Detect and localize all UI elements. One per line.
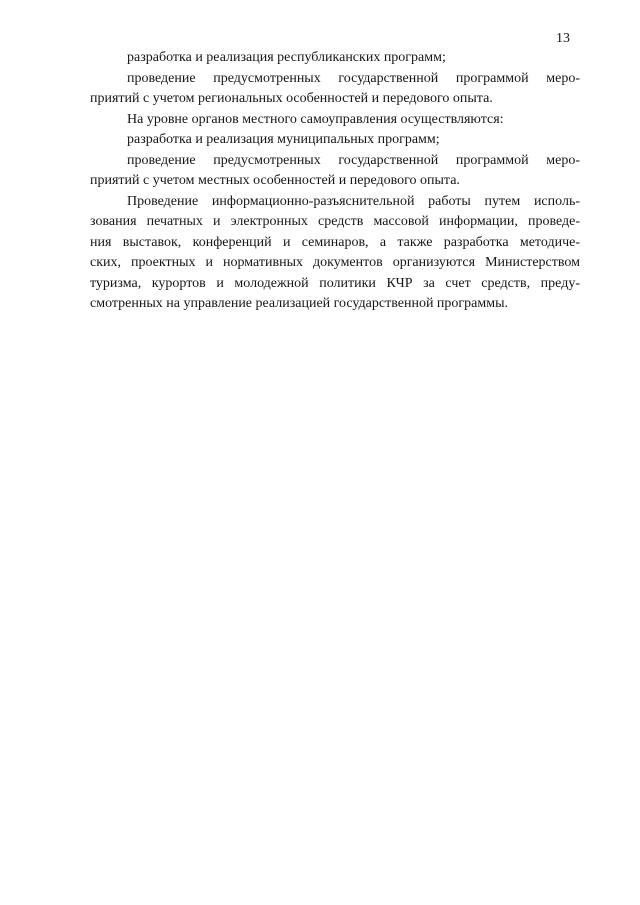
paragraph: [90, 48, 580, 69]
paragraph: [90, 69, 580, 110]
paragraph: [90, 151, 580, 192]
text-line: ния выставок, конференций и семинаров, а также разработка методиче-: [90, 234, 580, 250]
text-line: разработка и реализация муниципальных программ;: [127, 132, 440, 147]
text-line: смотренных на управление реализацией государственной программы.: [90, 296, 509, 311]
text-line: проведение предусмотренных государственной программой меро-: [127, 70, 580, 86]
document-body: [90, 48, 580, 315]
paragraph: [90, 110, 580, 131]
page-number: 13: [556, 31, 570, 46]
paragraph: [90, 130, 580, 151]
paragraph: [90, 192, 580, 315]
text-line: туризма, курортов и молодежной политики КЧР за счет средств, преду-: [90, 275, 580, 291]
text-line: На уровне органов местного самоуправления осуществляются:: [127, 111, 504, 127]
text-line: разработка и реализация республиканских программ;: [127, 50, 446, 65]
text-line: ских, проектных и нормативных документов организуются Министерством: [90, 255, 580, 270]
text-line: Проведение информационно-разъяснительной работы путем исполь-: [127, 193, 580, 209]
text-line: приятий с учетом местных особенностей и передового опыта.: [90, 173, 460, 188]
text-line: приятий с учетом региональных особенностей и передового опыта.: [90, 91, 493, 106]
text-line: проведение предусмотренных государственной программой меро-: [127, 152, 580, 168]
text-line: зования печатных и электронных средств массовой информации, проведе-: [90, 214, 580, 229]
